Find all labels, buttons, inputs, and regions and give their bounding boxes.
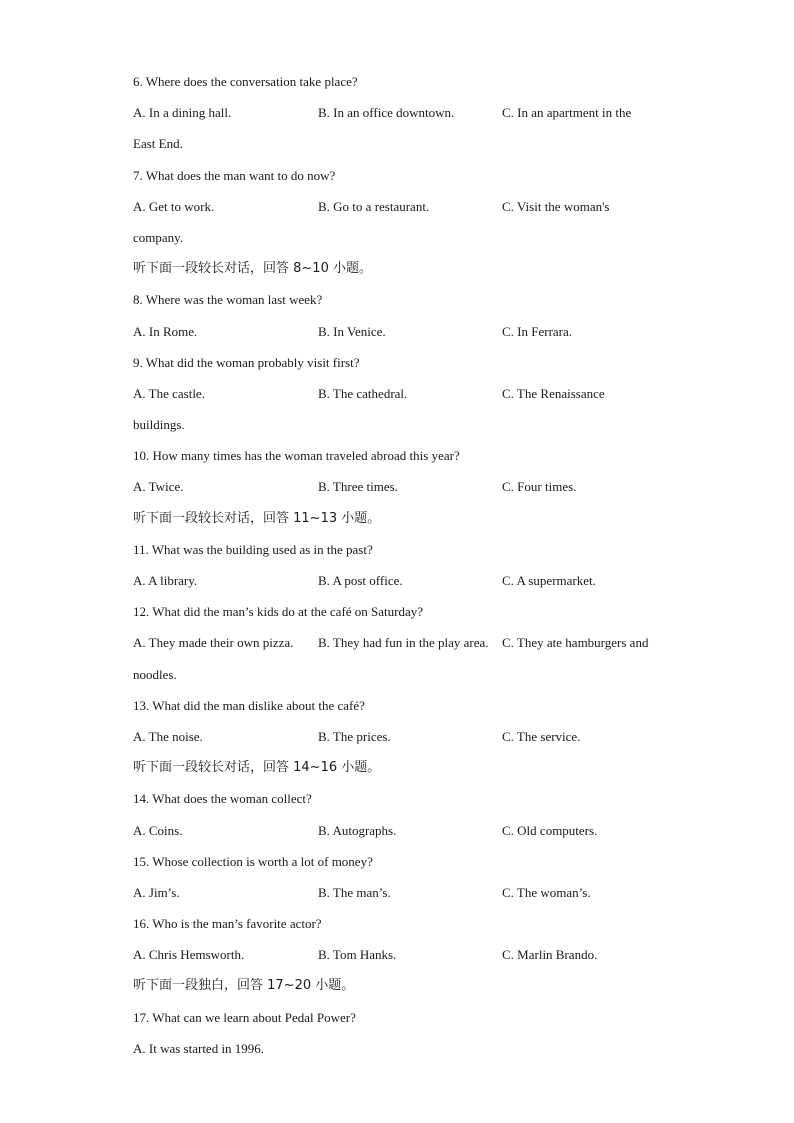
question-text: 14. What does the woman collect? bbox=[133, 791, 312, 807]
option-a: A. Coins. bbox=[133, 822, 183, 838]
option-a: A. The castle. bbox=[133, 385, 205, 401]
option-b: B. The man’s. bbox=[318, 884, 391, 900]
option-c-continued: company. bbox=[133, 229, 184, 245]
option-a: A. Jim’s. bbox=[133, 884, 180, 900]
question-text: 7. What does the man want to do now? bbox=[133, 167, 336, 183]
option-c-continued: East End. bbox=[133, 136, 183, 152]
option-b: B. Three times. bbox=[318, 479, 398, 495]
options-row bbox=[133, 97, 663, 128]
section-instruction: 听下面一段较长对话，回答 14~16 小题。 bbox=[133, 760, 381, 776]
option-a: A. Get to work. bbox=[133, 198, 215, 214]
question-text: 9. What did the woman probably visit first? bbox=[133, 354, 360, 370]
option-c-continued: buildings. bbox=[133, 417, 185, 433]
option-a: A. In a dining hall. bbox=[133, 105, 232, 121]
option-c: C. Four times. bbox=[502, 479, 577, 495]
option-c: C. Marlin Brando. bbox=[502, 947, 598, 963]
options-row bbox=[133, 471, 663, 502]
question-text: 16. Who is the man’s favorite actor? bbox=[133, 916, 322, 932]
question-text: 6. Where does the conversation take place? bbox=[133, 74, 358, 89]
option-c: C. In Ferrara. bbox=[502, 323, 573, 339]
option-b: B. In an office downtown. bbox=[318, 105, 455, 121]
options-row bbox=[133, 316, 663, 347]
option-a: A. Chris Hemsworth. bbox=[133, 947, 245, 963]
option-b: B. The prices. bbox=[318, 728, 391, 744]
options-row bbox=[133, 815, 663, 846]
exam-page bbox=[133, 66, 663, 1064]
option-c: C. The Renaissance bbox=[502, 385, 605, 401]
option-b: B. A post office. bbox=[318, 573, 403, 588]
question-text: 13. What did the man dislike about the café? bbox=[133, 697, 365, 713]
options-row bbox=[133, 877, 663, 908]
option-b: B. The cathedral. bbox=[318, 385, 408, 401]
option-c: C. They ate hamburgers and bbox=[502, 635, 649, 651]
option-b: B. Tom Hanks. bbox=[318, 947, 397, 963]
option-c-continued: noodles. bbox=[133, 666, 177, 682]
option-a: A. In Rome. bbox=[133, 323, 198, 339]
option-c: C. Visit the woman's bbox=[502, 198, 610, 214]
options-row bbox=[133, 191, 663, 222]
option-c: C. Old computers. bbox=[502, 822, 598, 838]
options-row bbox=[133, 721, 663, 752]
question-text: 12. What did the man’s kids do at the café on Saturday? bbox=[133, 604, 424, 620]
option-a: A. The noise. bbox=[133, 728, 203, 744]
options-row bbox=[133, 627, 663, 658]
option-a: A. Twice. bbox=[133, 479, 184, 495]
section-instruction: 听下面一段独白，回答 17~20 小题。 bbox=[133, 978, 355, 994]
option-b: B. Autographs. bbox=[318, 822, 397, 838]
option-c: C. The service. bbox=[502, 728, 581, 744]
question-text: 15. Whose collection is worth a lot of money? bbox=[133, 853, 373, 869]
options-row bbox=[133, 378, 663, 409]
section-instruction: 听下面一段较长对话，回答 8~10 小题。 bbox=[133, 261, 372, 277]
option-b: B. They had fun in the play area. bbox=[318, 635, 489, 651]
option-c: C. In an apartment in the bbox=[502, 105, 632, 121]
question-text: 10. How many times has the woman traveled abroad this year? bbox=[133, 448, 460, 464]
option-c: C. The woman’s. bbox=[502, 884, 591, 900]
options-row bbox=[133, 565, 663, 596]
section-instruction: 听下面一段较长对话，回答 11~13 小题。 bbox=[133, 510, 381, 526]
question-text: 8. Where was the woman last week? bbox=[133, 292, 323, 308]
option-a: A. A library. bbox=[133, 573, 198, 588]
option-a: A. It was started in 1996. bbox=[133, 1040, 265, 1056]
option-a: A. They made their own pizza. bbox=[133, 635, 294, 651]
option-c: C. A supermarket. bbox=[502, 573, 596, 588]
option-b: B. Go to a restaurant. bbox=[318, 198, 430, 214]
question-text: 17. What can we learn about Pedal Power? bbox=[133, 1009, 356, 1025]
option-b: B. In Venice. bbox=[318, 323, 386, 339]
question-text: 11. What was the building used as in the past? bbox=[133, 541, 373, 557]
options-row bbox=[133, 939, 663, 970]
